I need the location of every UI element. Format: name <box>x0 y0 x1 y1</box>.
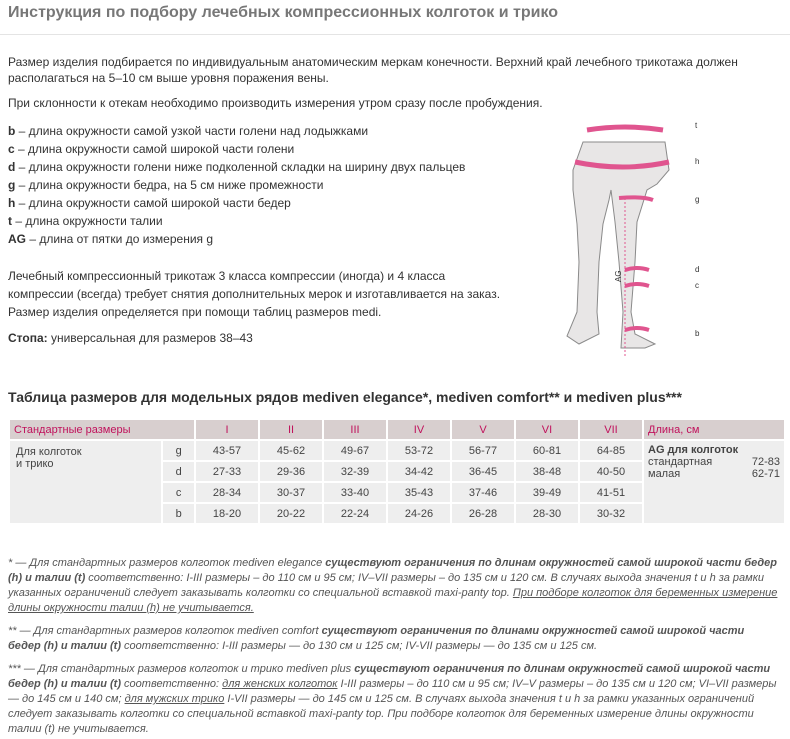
header-size: VI <box>515 419 579 440</box>
table-cell: 39-49 <box>515 482 579 503</box>
intro-paragraph-2: При склонности к отекам необходимо производить измерения утром сразу после пробуждения. <box>8 96 543 110</box>
length-cell <box>643 440 785 524</box>
definition-text: – длина окружности бедра, на 5 см ниже промежности <box>15 178 324 192</box>
definition-text: – длина окружности самой узкой части голени над лодыжками <box>15 124 369 138</box>
label-t: t <box>695 121 698 130</box>
footnote-plus <box>8 662 778 737</box>
leg-silhouette <box>567 142 669 348</box>
definition-key: t <box>8 214 12 228</box>
footnote-text: *** — Для стандартных размеров колготок и трико mediven plus <box>8 663 355 675</box>
label-ag: AG <box>614 270 623 282</box>
definition-t <box>8 212 465 230</box>
length-label: стандартная <box>648 456 713 468</box>
length-row <box>648 468 780 480</box>
definition-key: AG <box>8 232 26 246</box>
size-table-header <box>9 419 785 440</box>
footnote-text: соответственно: I-III размеры – до 110 см и 95 см; IV–VII размеры – до 135 см и 120 см. В случаях выхода значения t и h за рамки указанных ограничений следует заказывать колготки со специальной вставкой maxi-panty top. <box>8 572 765 599</box>
table-cell: 49-67 <box>323 440 387 461</box>
definition-key: h <box>8 196 16 210</box>
footnote-text: соответственно: I-III размеры — до 130 см и 125 см; IV-VII размеры — до 135 см и 125 см. <box>121 640 598 652</box>
header-size: II <box>259 419 323 440</box>
header-standard-sizes: Стандартные размеры <box>9 419 195 440</box>
label-g: g <box>695 195 700 204</box>
definition-d <box>8 158 465 176</box>
foot-size-label: Стопа: <box>8 331 48 345</box>
table-cell: 33-40 <box>323 482 387 503</box>
table-cell: 56-77 <box>451 440 515 461</box>
length-label: малая <box>648 468 681 480</box>
foot-size-text: универсальная для размеров 38–43 <box>47 331 253 345</box>
footnote-emphasis: существуют ограничения по длинами окружностей самой широкой части бедер (h) и талии (t) <box>8 625 745 652</box>
row-group-label: Для колготок и трико <box>9 440 162 524</box>
footnote-emphasis: существуют ограничения по длинам окружностей самой широкой части бедер (h) и талии (t) <box>8 663 771 690</box>
measurement-definitions <box>8 122 465 248</box>
table-cell: 60-81 <box>515 440 579 461</box>
row-key: c <box>162 482 195 503</box>
definition-text: – длина от пятки до измерения g <box>26 232 214 246</box>
table-cell: 38-48 <box>515 461 579 482</box>
definition-key: g <box>8 178 16 192</box>
table-cell: 41-51 <box>579 482 643 503</box>
compression-class-note <box>8 267 500 321</box>
definition-c <box>8 140 465 158</box>
definition-key: d <box>8 160 16 174</box>
definition-text: – длина окружности голени ниже подколенной складки на ширину двух пальцев <box>15 160 466 174</box>
footnote-text: * — Для стандартных размеров колготок mediven elegance <box>8 557 326 569</box>
header-length: Длина, см <box>643 419 785 440</box>
table-cell: 40-50 <box>579 461 643 482</box>
footnote-text: ** — Для стандартных размеров колготок mediven comfort <box>8 625 322 637</box>
footnote-underlined: При подборе колготок для беременных измерение длины окружности талии (h) не учитывается. <box>8 587 778 614</box>
table-cell: 64-85 <box>579 440 643 461</box>
table-cell: 22-24 <box>323 503 387 524</box>
length-value: 62-71 <box>751 468 780 480</box>
header-size: III <box>323 419 387 440</box>
table-cell: 26-28 <box>451 503 515 524</box>
ankle-marker <box>625 328 649 330</box>
title-divider <box>0 34 790 35</box>
foot-size-note <box>8 330 253 346</box>
size-table-title: Таблица размеров для модельных рядов mediven elegance*, mediven comfort** и mediven plus*** <box>8 389 682 405</box>
length-value: 72-83 <box>751 456 780 468</box>
footnote-text: соответственно: <box>121 678 223 690</box>
length-row <box>648 456 780 468</box>
definition-text: – длина окружности талии <box>12 214 163 228</box>
definition-b <box>8 122 465 140</box>
table-cell: 36-45 <box>451 461 515 482</box>
row-key: d <box>162 461 195 482</box>
class-note-line-2: компрессии (всегда) требует снятия дополнительных мерок и изготавливается на заказ. <box>8 287 501 301</box>
definition-h <box>8 194 465 212</box>
table-cell: 45-62 <box>259 440 323 461</box>
page-title: Инструкция по подбору лечебных компрессионных колготок и трико <box>8 4 559 21</box>
definition-ag <box>8 230 465 248</box>
table-cell: 20-22 <box>259 503 323 524</box>
table-row <box>9 440 785 461</box>
class-note-line-3: Размер изделия определяется при помощи таблиц размеров medi. <box>8 305 382 319</box>
footnote-elegance <box>8 556 778 616</box>
footnote-underlined: для женских колготок <box>222 678 338 690</box>
intro-paragraph-1 <box>8 54 738 86</box>
footnote-text: I-VII размеры — до 145 см и 125 см. В случаях выхода значения t и h за рамки указанных ограничений следует заказывать колготки со специальной вставкой maxi-panty top. При подборе колготок для беременных измерение длины окружности талии (t) не учитывается. <box>8 693 755 735</box>
table-cell: 53-72 <box>387 440 451 461</box>
table-cell: 34-42 <box>387 461 451 482</box>
intro-line-1: Размер изделия подбирается по индивидуальным анатомическим меркам конечности. Верхний край лечебного трикотажа должен <box>8 55 738 69</box>
waist-marker <box>587 127 663 130</box>
label-d: d <box>695 265 700 274</box>
definition-text: – длина окружности самой широкой части бедер <box>15 196 291 210</box>
length-title: AG для колготок <box>648 444 739 456</box>
table-cell: 28-30 <box>515 503 579 524</box>
table-cell: 32-39 <box>323 461 387 482</box>
table-cell: 30-37 <box>259 482 323 503</box>
calf-d-marker <box>625 268 649 270</box>
class-note-line-1: Лечебный компрессионный трикотаж 3 класса компрессии (иногда) и 4 класса <box>8 269 446 283</box>
label-b: b <box>695 329 700 338</box>
header-size: VII <box>579 419 643 440</box>
definition-key: c <box>8 142 15 156</box>
footnote-comfort <box>8 624 778 654</box>
definition-g <box>8 176 465 194</box>
header-size: V <box>451 419 515 440</box>
definition-text: – длина окружности самой широкой части голени <box>14 142 295 156</box>
definition-key: b <box>8 124 16 138</box>
footnote-emphasis: существуют ограничения по длинам окружностей самой широкой части бедер (h) и талии (t) <box>8 557 777 584</box>
intro-line-2: располагаться на 5–10 см выше уровня поражения вены. <box>8 71 329 85</box>
table-cell: 24-26 <box>387 503 451 524</box>
table-cell: 27-33 <box>195 461 259 482</box>
row-key: b <box>162 503 195 524</box>
table-cell: 35-43 <box>387 482 451 503</box>
footnote-underlined: для мужских трико <box>124 693 225 705</box>
row-key: g <box>162 440 195 461</box>
header-size: I <box>195 419 259 440</box>
table-cell: 29-36 <box>259 461 323 482</box>
table-cell: 37-46 <box>451 482 515 503</box>
table-cell: 30-32 <box>579 503 643 524</box>
leg-measurement-figure <box>565 112 705 372</box>
label-h: h <box>695 157 700 166</box>
calf-c-marker <box>625 284 649 286</box>
table-cell: 28-34 <box>195 482 259 503</box>
table-cell: 18-20 <box>195 503 259 524</box>
label-c: c <box>695 281 699 290</box>
table-cell: 43-57 <box>195 440 259 461</box>
footnote-text: I-III размеры – до 110 см и 95 см; IV–V размеры – до 135 см и 120 см; VI–VII размеры — до 145 см и 140 см; <box>8 678 777 705</box>
size-table <box>8 418 786 525</box>
header-size: IV <box>387 419 451 440</box>
